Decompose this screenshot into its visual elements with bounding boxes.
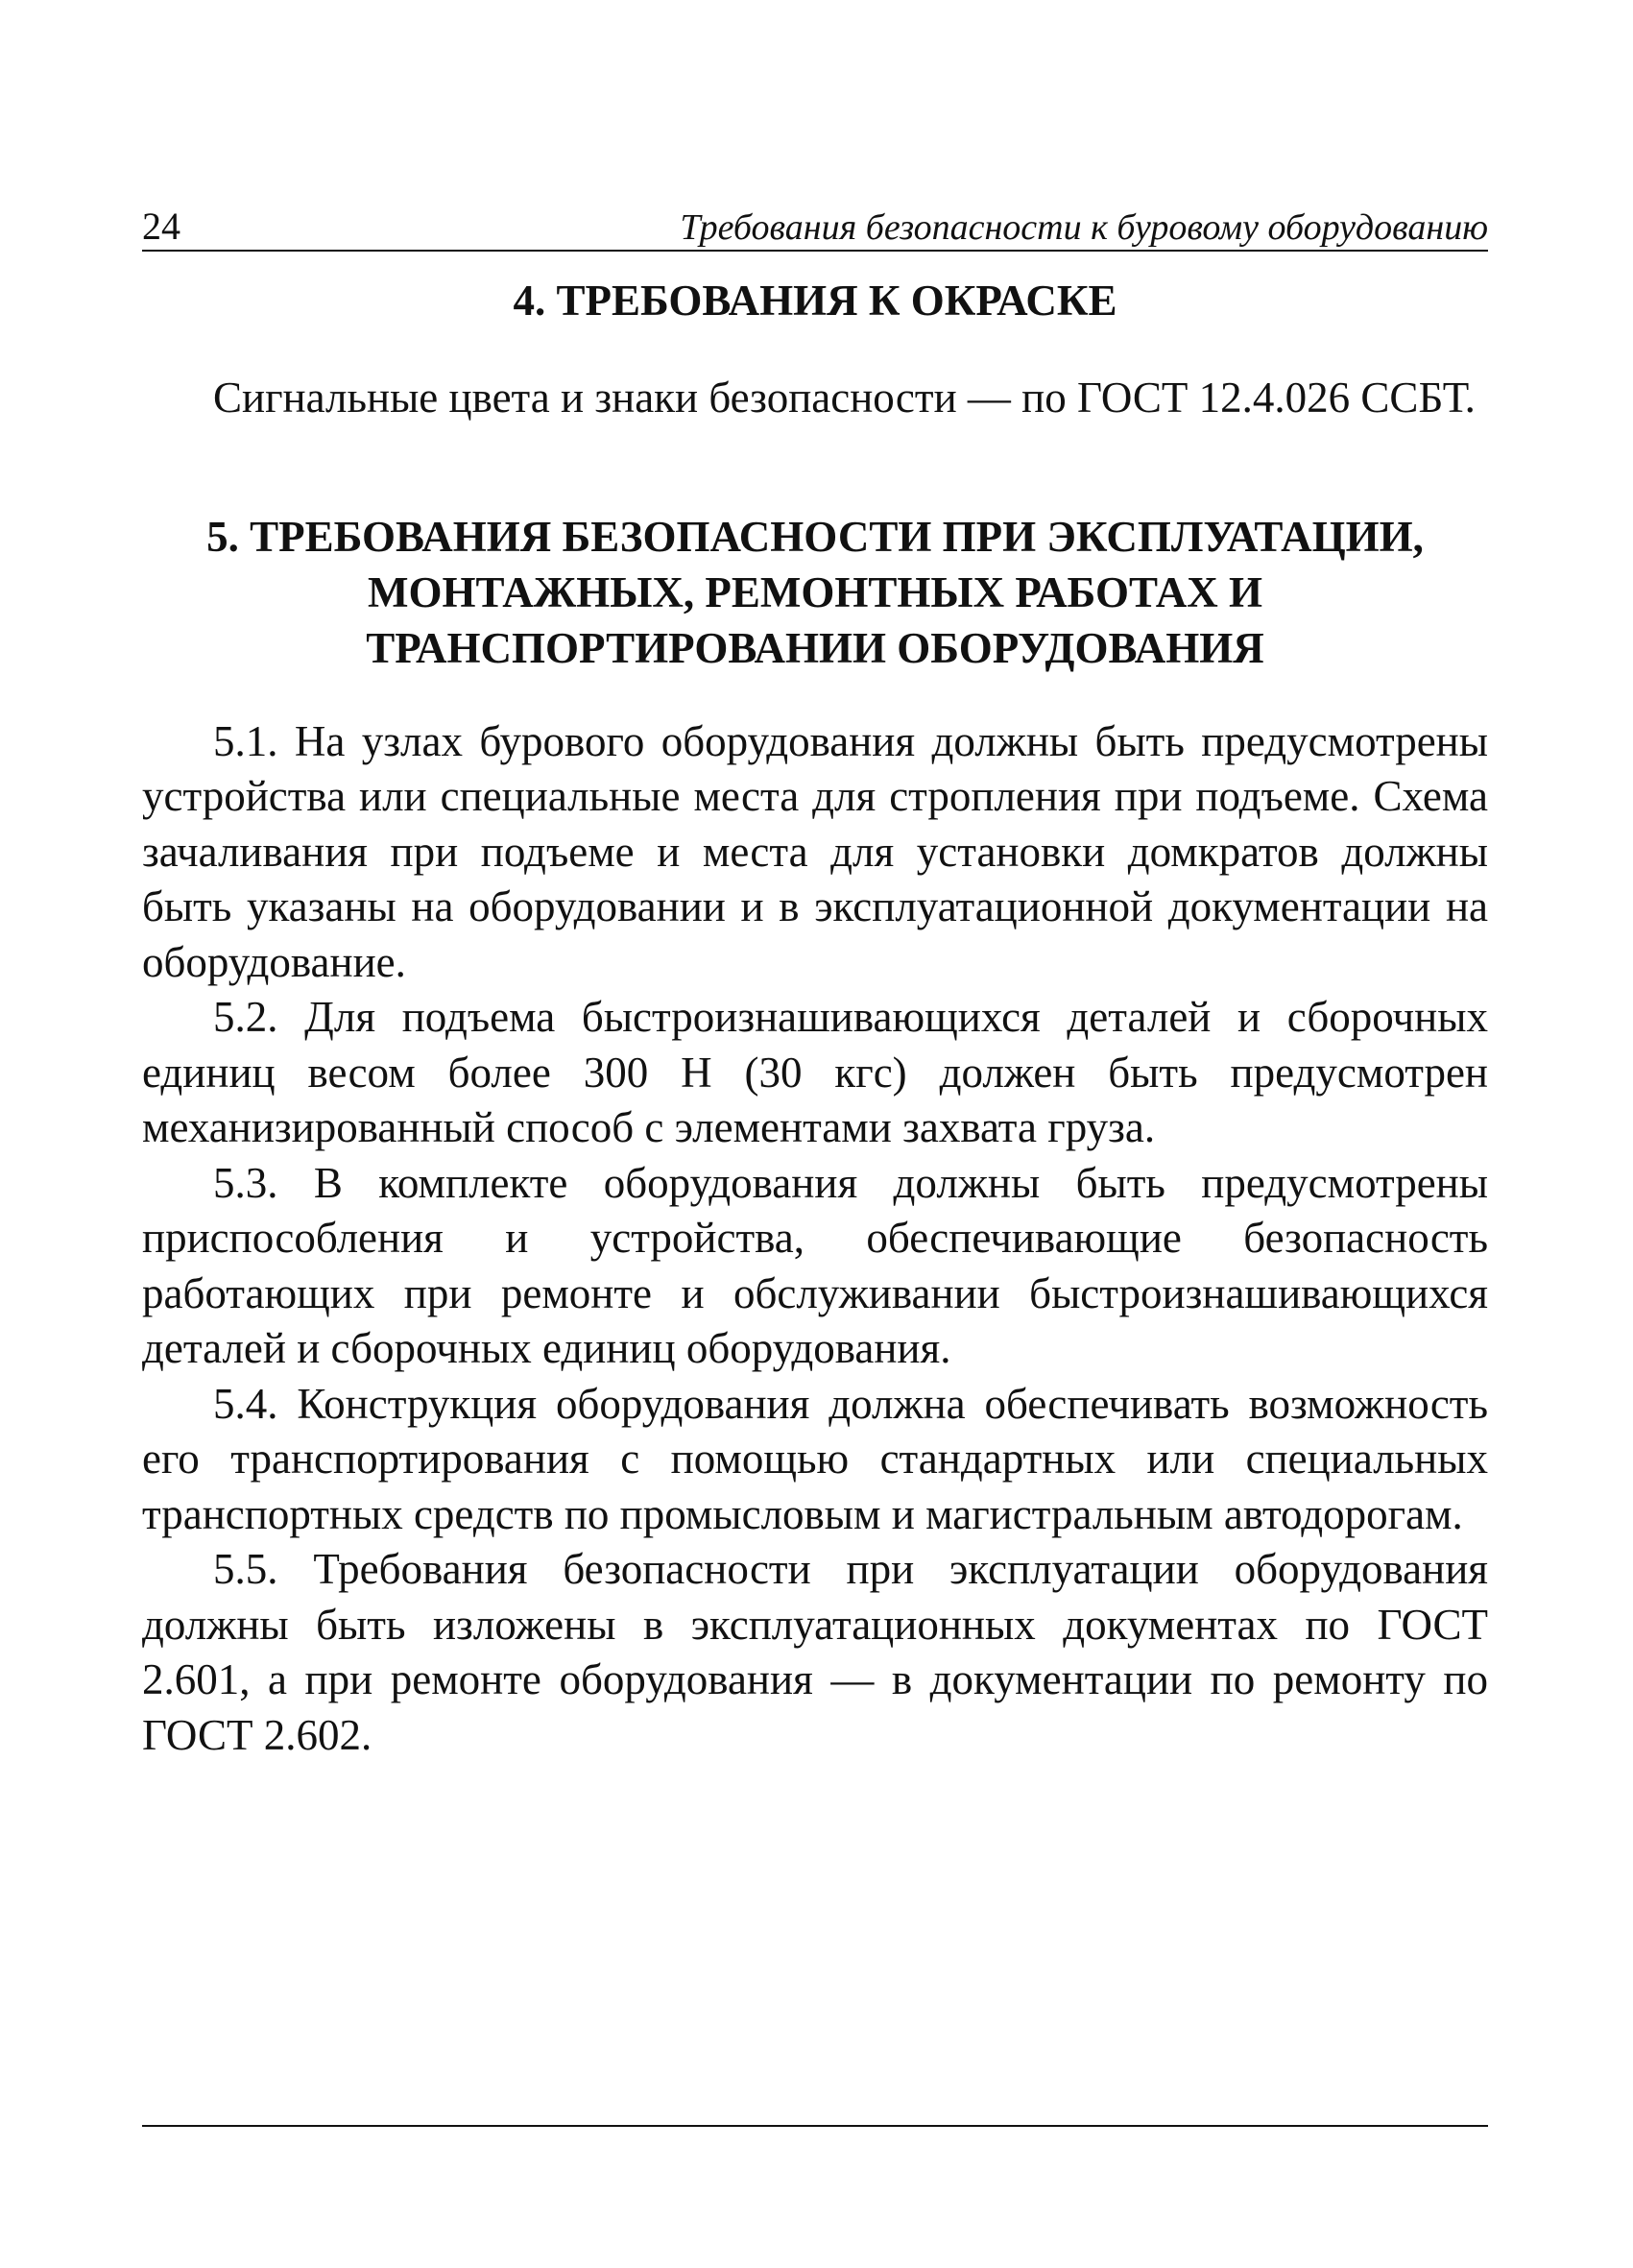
- running-header: [142, 192, 1488, 252]
- footer-rule: [142, 2125, 1488, 2127]
- paragraph-5-1: 5.1. На узлах бурового оборудования должны быть предусмотрены устройства или специальные места для стропления при подъеме. Схема зачаливания при подъеме и места для установки домкратов должны быть указаны на оборудовании и в эксплуатационной документации на оборудование.: [142, 716, 1488, 986]
- page-number: 24: [142, 205, 180, 248]
- running-title: Требования безопасности к буровому оборудованию: [680, 207, 1488, 248]
- paragraph-5-2: 5.2. Для подъема быстроизнашивающихся деталей и сборочных единиц весом более 300 Н (30 кгс) должен быть предусмотрен механизированный способ с элементами захвата груза.: [142, 993, 1488, 1151]
- section-5-body: [142, 714, 1488, 1764]
- document-page: [142, 192, 1488, 1763]
- section-5-title-line-3: ТРАНСПОРТИРОВАНИИ ОБОРУДОВАНИЯ: [366, 623, 1264, 672]
- section-5-title-line-1: 5. ТРЕБОВАНИЯ БЕЗОПАСНОСТИ ПРИ ЭКСПЛУАТАЦИИ,: [206, 512, 1424, 561]
- section-5-title: [142, 509, 1488, 676]
- paragraph-5-3: 5.3. В комплекте оборудования должны быть предусмотрены приспособления и устройства, обеспечивающие безопасность работающих при ремонте и обслуживании быстроизнашивающихся деталей и сборочных единиц оборудования.: [142, 1158, 1488, 1372]
- paragraph-5-5: 5.5. Требования безопасности при эксплуатации оборудования должны быть изложены в эксплуатационных документах по ГОСТ 2.601, а при ремонте оборудования — в документации по ремонту по ГОСТ 2.602.: [142, 1545, 1488, 1759]
- section-4-title: 4. ТРЕБОВАНИЯ К ОКРАСКЕ: [513, 277, 1117, 325]
- paragraph-5-4: 5.4. Конструкция оборудования должна обеспечивать возможность его транспортирования с помощью стандартных или специальных транспортных средств по промысловым и магистральным автодорогам.: [142, 1379, 1488, 1538]
- section-5-title-line-2: МОНТАЖНЫХ, РЕМОНТНЫХ РАБОТАХ И: [367, 567, 1263, 616]
- section-4-text: Сигнальные цвета и знаки безопасности — по ГОСТ 12.4.026 ССБТ.: [213, 374, 1476, 422]
